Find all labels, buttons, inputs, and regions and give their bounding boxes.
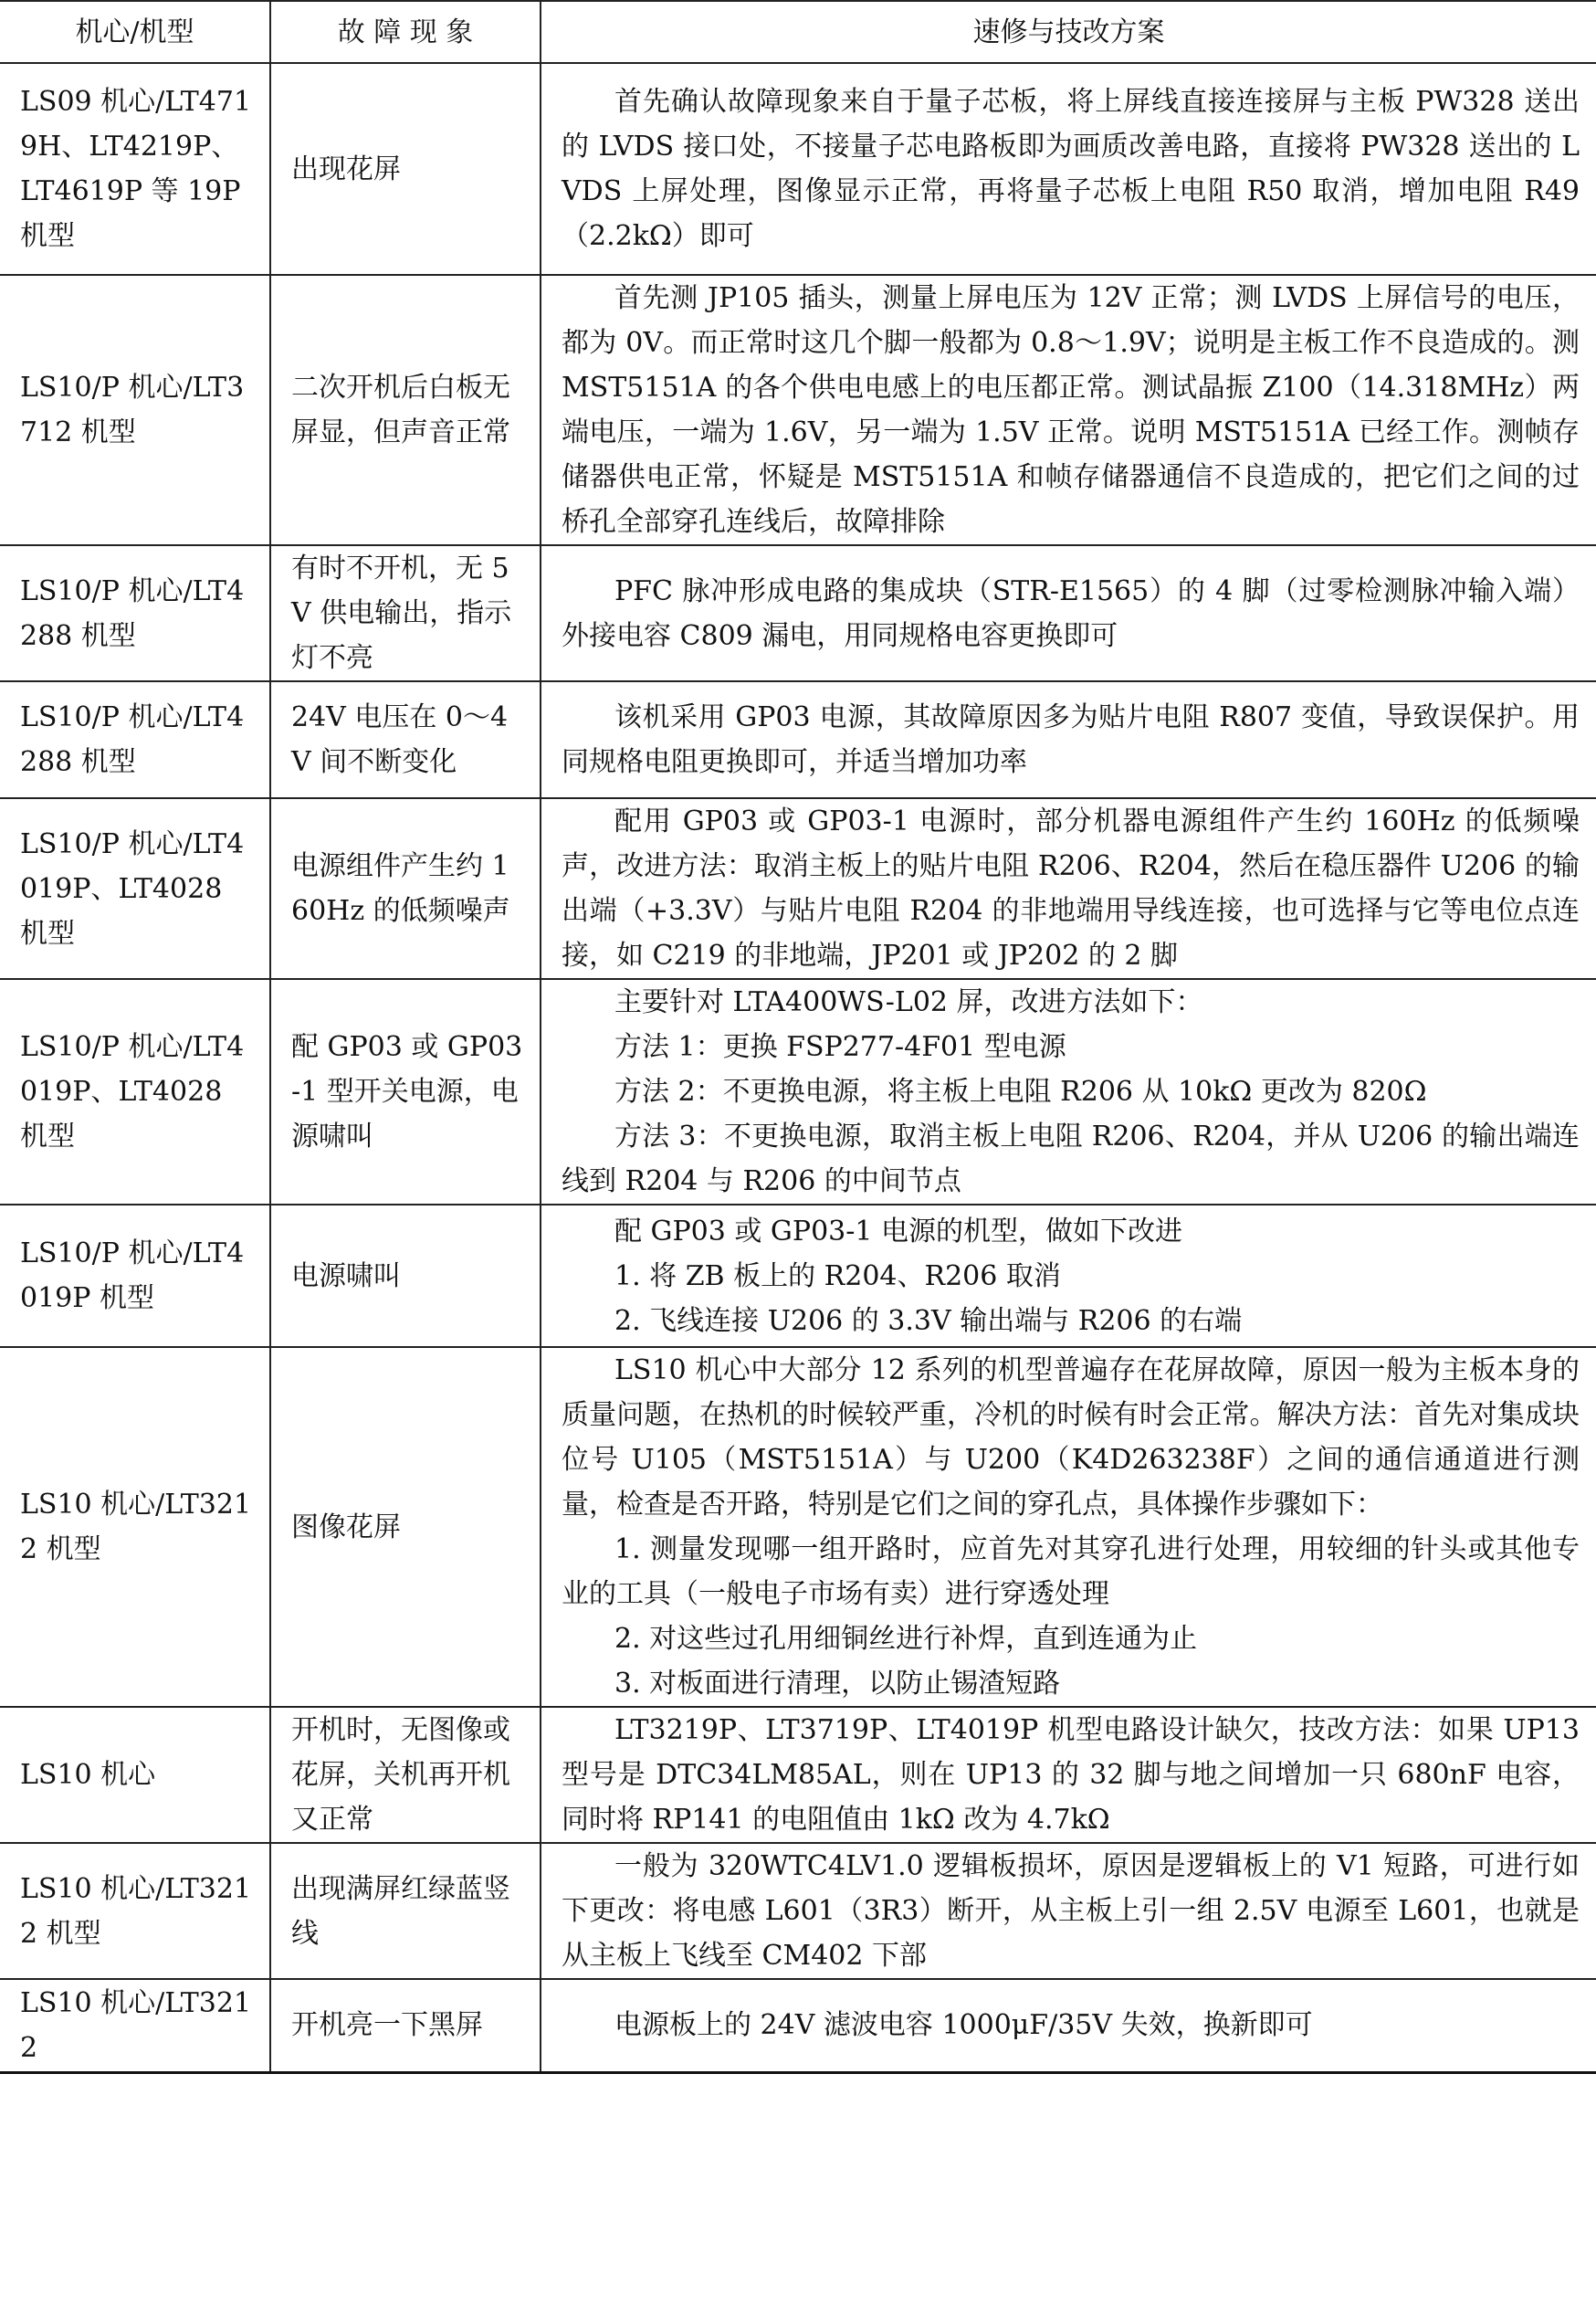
solution-line: 3. 对板面进行清理，以防止锡渣短路 <box>614 1668 1061 1700</box>
solution-line: LT3219P、LT3719P、LT4019P 机型电路设计缺欠，技改方法：如果 UP13 型号是 DTC34LM85AL，则在 UP13 的 32 脚与地之间增加一只 680nF 电容，同时将 RP141 的电阻值由 1kΩ 改为 4.7kΩ <box>562 1714 1580 1836</box>
solution-line: 2. 飞线连接 U206 的 3.3V 输出端与 R206 的右端 <box>614 1304 1243 1337</box>
model-cell: LS10 机心 <box>0 1707 270 1843</box>
header-row <box>0 1 1596 63</box>
table-body <box>0 63 1596 2072</box>
table-row <box>0 1205 1596 1347</box>
fault-cell: 有时不开机，无 5V 供电输出，指示灯不亮 <box>270 545 541 681</box>
solution-cell <box>541 1843 1596 1979</box>
model-cell: LS10 机心/LT3212 机型 <box>0 1347 270 1707</box>
fault-cell: 二次开机后白板无屏显，但声音正常 <box>270 275 541 545</box>
table-row <box>0 275 1596 545</box>
fault-cell: 配 GP03 或 GP03-1 型开关电源，电源啸叫 <box>270 979 541 1205</box>
solution-cell <box>541 1979 1596 2072</box>
fault-cell: 图像花屏 <box>270 1347 541 1707</box>
solution-line: 主要针对 LTA400WS-L02 屏，改进方法如下： <box>614 986 1203 1018</box>
solution-cell <box>541 545 1596 681</box>
fault-cell: 电源组件产生约 160Hz 的低频噪声 <box>270 798 541 979</box>
solution-line: 2. 对这些过孔用细铜丝进行补焊，直到连通为止 <box>614 1623 1198 1655</box>
solution-cell <box>541 979 1596 1205</box>
solution-cell <box>541 681 1596 798</box>
table-row <box>0 1347 1596 1707</box>
model-cell: LS09 机心/LT4719H、LT4219P、LT4619P 等 19P 机型 <box>0 63 270 275</box>
solution-line: 方法 3：不更换电源，取消主板上电阻 R206、R204，并从 U206 的输出端连线到 R204 与 R206 的中间节点 <box>562 1121 1580 1197</box>
solution-line: 方法 2：不更换电源，将主板上电阻 R206 从 10kΩ 更改为 820Ω <box>614 1076 1427 1108</box>
fault-cell: 出现花屏 <box>270 63 541 275</box>
model-cell: LS10 机心/LT3212 机型 <box>0 1843 270 1979</box>
solution-line: LS10 机心中大部分 12 系列的机型普遍存在花屏故障，原因一般为主板本身的质量问题，在热机的时候较严重，冷机的时候有时会正常。解决方法：首先对集成块位号 U105（MST5151A）与 U200（K4D263238F）之间的通信通道进行测量，检查是否开路，特别是它们之间的穿孔点，具体操作步骤如下： <box>562 1354 1580 1521</box>
table-row <box>0 63 1596 275</box>
solution-line: 方法 1：更换 FSP277-4F01 型电源 <box>614 1031 1066 1063</box>
fault-cell: 24V 电压在 0～4V 间不断变化 <box>270 681 541 798</box>
solution-line: 配用 GP03 或 GP03-1 电源时，部分机器电源组件产生约 160Hz 的低频噪声，改进方法：取消主板上的贴片电阻 R206、R204，然后在稳压器件 U206 的输出端（+3.3V）与贴片电阻 R204 的非地端用导线连接，也可选择与它等电位点连接，如 C219 的非地端，JP201 或 JP202 的 2 脚 <box>562 805 1580 972</box>
solution-cell <box>541 798 1596 979</box>
model-cell: LS10/P 机心/LT4019P 机型 <box>0 1205 270 1347</box>
table-row <box>0 1707 1596 1843</box>
solution-line: 首先确认故障现象来自于量子芯板，将上屏线直接连接屏与主板 PW328 送出的 LVDS 接口处，不接量子芯电路板即为画质改善电路，直接将 PW328 送出的 LVDS 上屏处理，图像显示正常，再将量子芯板上电阻 R50 取消，增加电阻 R49（2.2kΩ）即可 <box>562 86 1580 252</box>
solution-cell <box>541 275 1596 545</box>
table-row <box>0 798 1596 979</box>
model-cell: LS10 机心/LT3212 <box>0 1979 270 2072</box>
solution-cell <box>541 1707 1596 1843</box>
model-cell: LS10/P 机心/LT4288 机型 <box>0 545 270 681</box>
solution-line: 1. 测量发现哪一组开路时，应首先对其穿孔进行处理，用较细的针头或其他专业的工具（一般电子市场有卖）进行穿透处理 <box>562 1533 1580 1610</box>
table-row <box>0 979 1596 1205</box>
fault-cell: 开机亮一下黑屏 <box>270 1979 541 2072</box>
fault-cell: 开机时，无图像或花屏，关机再开机又正常 <box>270 1707 541 1843</box>
table-row <box>0 681 1596 798</box>
header-model: 机心/机型 <box>0 1 270 63</box>
header-solution: 速修与技改方案 <box>541 1 1596 63</box>
fault-cell: 出现满屏红绿蓝竖线 <box>270 1843 541 1979</box>
model-cell: LS10/P 机心/LT3712 机型 <box>0 275 270 545</box>
table-row <box>0 1843 1596 1979</box>
solution-line: PFC 脉冲形成电路的集成块（STR-E1565）的 4 脚（过零检测脉冲输入端）外接电容 C809 漏电，用同规格电容更换即可 <box>562 574 1580 652</box>
header-fault: 故 障 现 象 <box>270 1 541 63</box>
solution-line: 配 GP03 或 GP03-1 电源的机型，做如下改进 <box>614 1215 1183 1247</box>
solution-line: 首先测 JP105 插头，测量上屏电压为 12V 正常；测 LVDS 上屏信号的电压，都为 0V。而正常时这几个脚一般都为 0.8～1.9V；说明是主板工作不良造成的。测 MST5151A 的各个供电电感上的电压都正常。测试晶振 Z100（14.318MHz）两端电压，一端为 1.6V，另一端为 1.5V 正常。说明 MST5151A 已经工作。测帧存储器供电正常，怀疑是 MST5151A 和帧存储器通信不良造成的，把它们之间的过桥孔全部穿孔连线后，故障排除 <box>562 282 1580 538</box>
table-header <box>0 1 1596 63</box>
table-row <box>0 545 1596 681</box>
model-cell: LS10/P 机心/LT4019P、LT4028 机型 <box>0 798 270 979</box>
solution-line: 该机采用 GP03 电源，其故障原因多为贴片电阻 R807 变值，导致误保护。用同规格电阻更换即可，并适当增加功率 <box>562 701 1580 778</box>
model-cell: LS10/P 机心/LT4288 机型 <box>0 681 270 798</box>
fault-cell: 电源啸叫 <box>270 1205 541 1347</box>
solution-line: 电源板上的 24V 滤波电容 1000μF/35V 失效，换新即可 <box>614 2009 1313 2042</box>
solution-cell <box>541 1205 1596 1347</box>
solution-line: 一般为 320WTC4LV1.0 逻辑板损坏，原因是逻辑板上的 V1 短路，可进行如下更改：将电感 L601（3R3）断开，从主板上引一组 2.5V 电源至 L601，也就是从主板上飞线至 CM402 下部 <box>562 1850 1580 1972</box>
table-row <box>0 1979 1596 2072</box>
model-cell: LS10/P 机心/LT4019P、LT4028 机型 <box>0 979 270 1205</box>
solution-cell <box>541 63 1596 275</box>
solution-cell <box>541 1347 1596 1707</box>
solution-line: 1. 将 ZB 板上的 R204、R206 取消 <box>614 1259 1061 1292</box>
